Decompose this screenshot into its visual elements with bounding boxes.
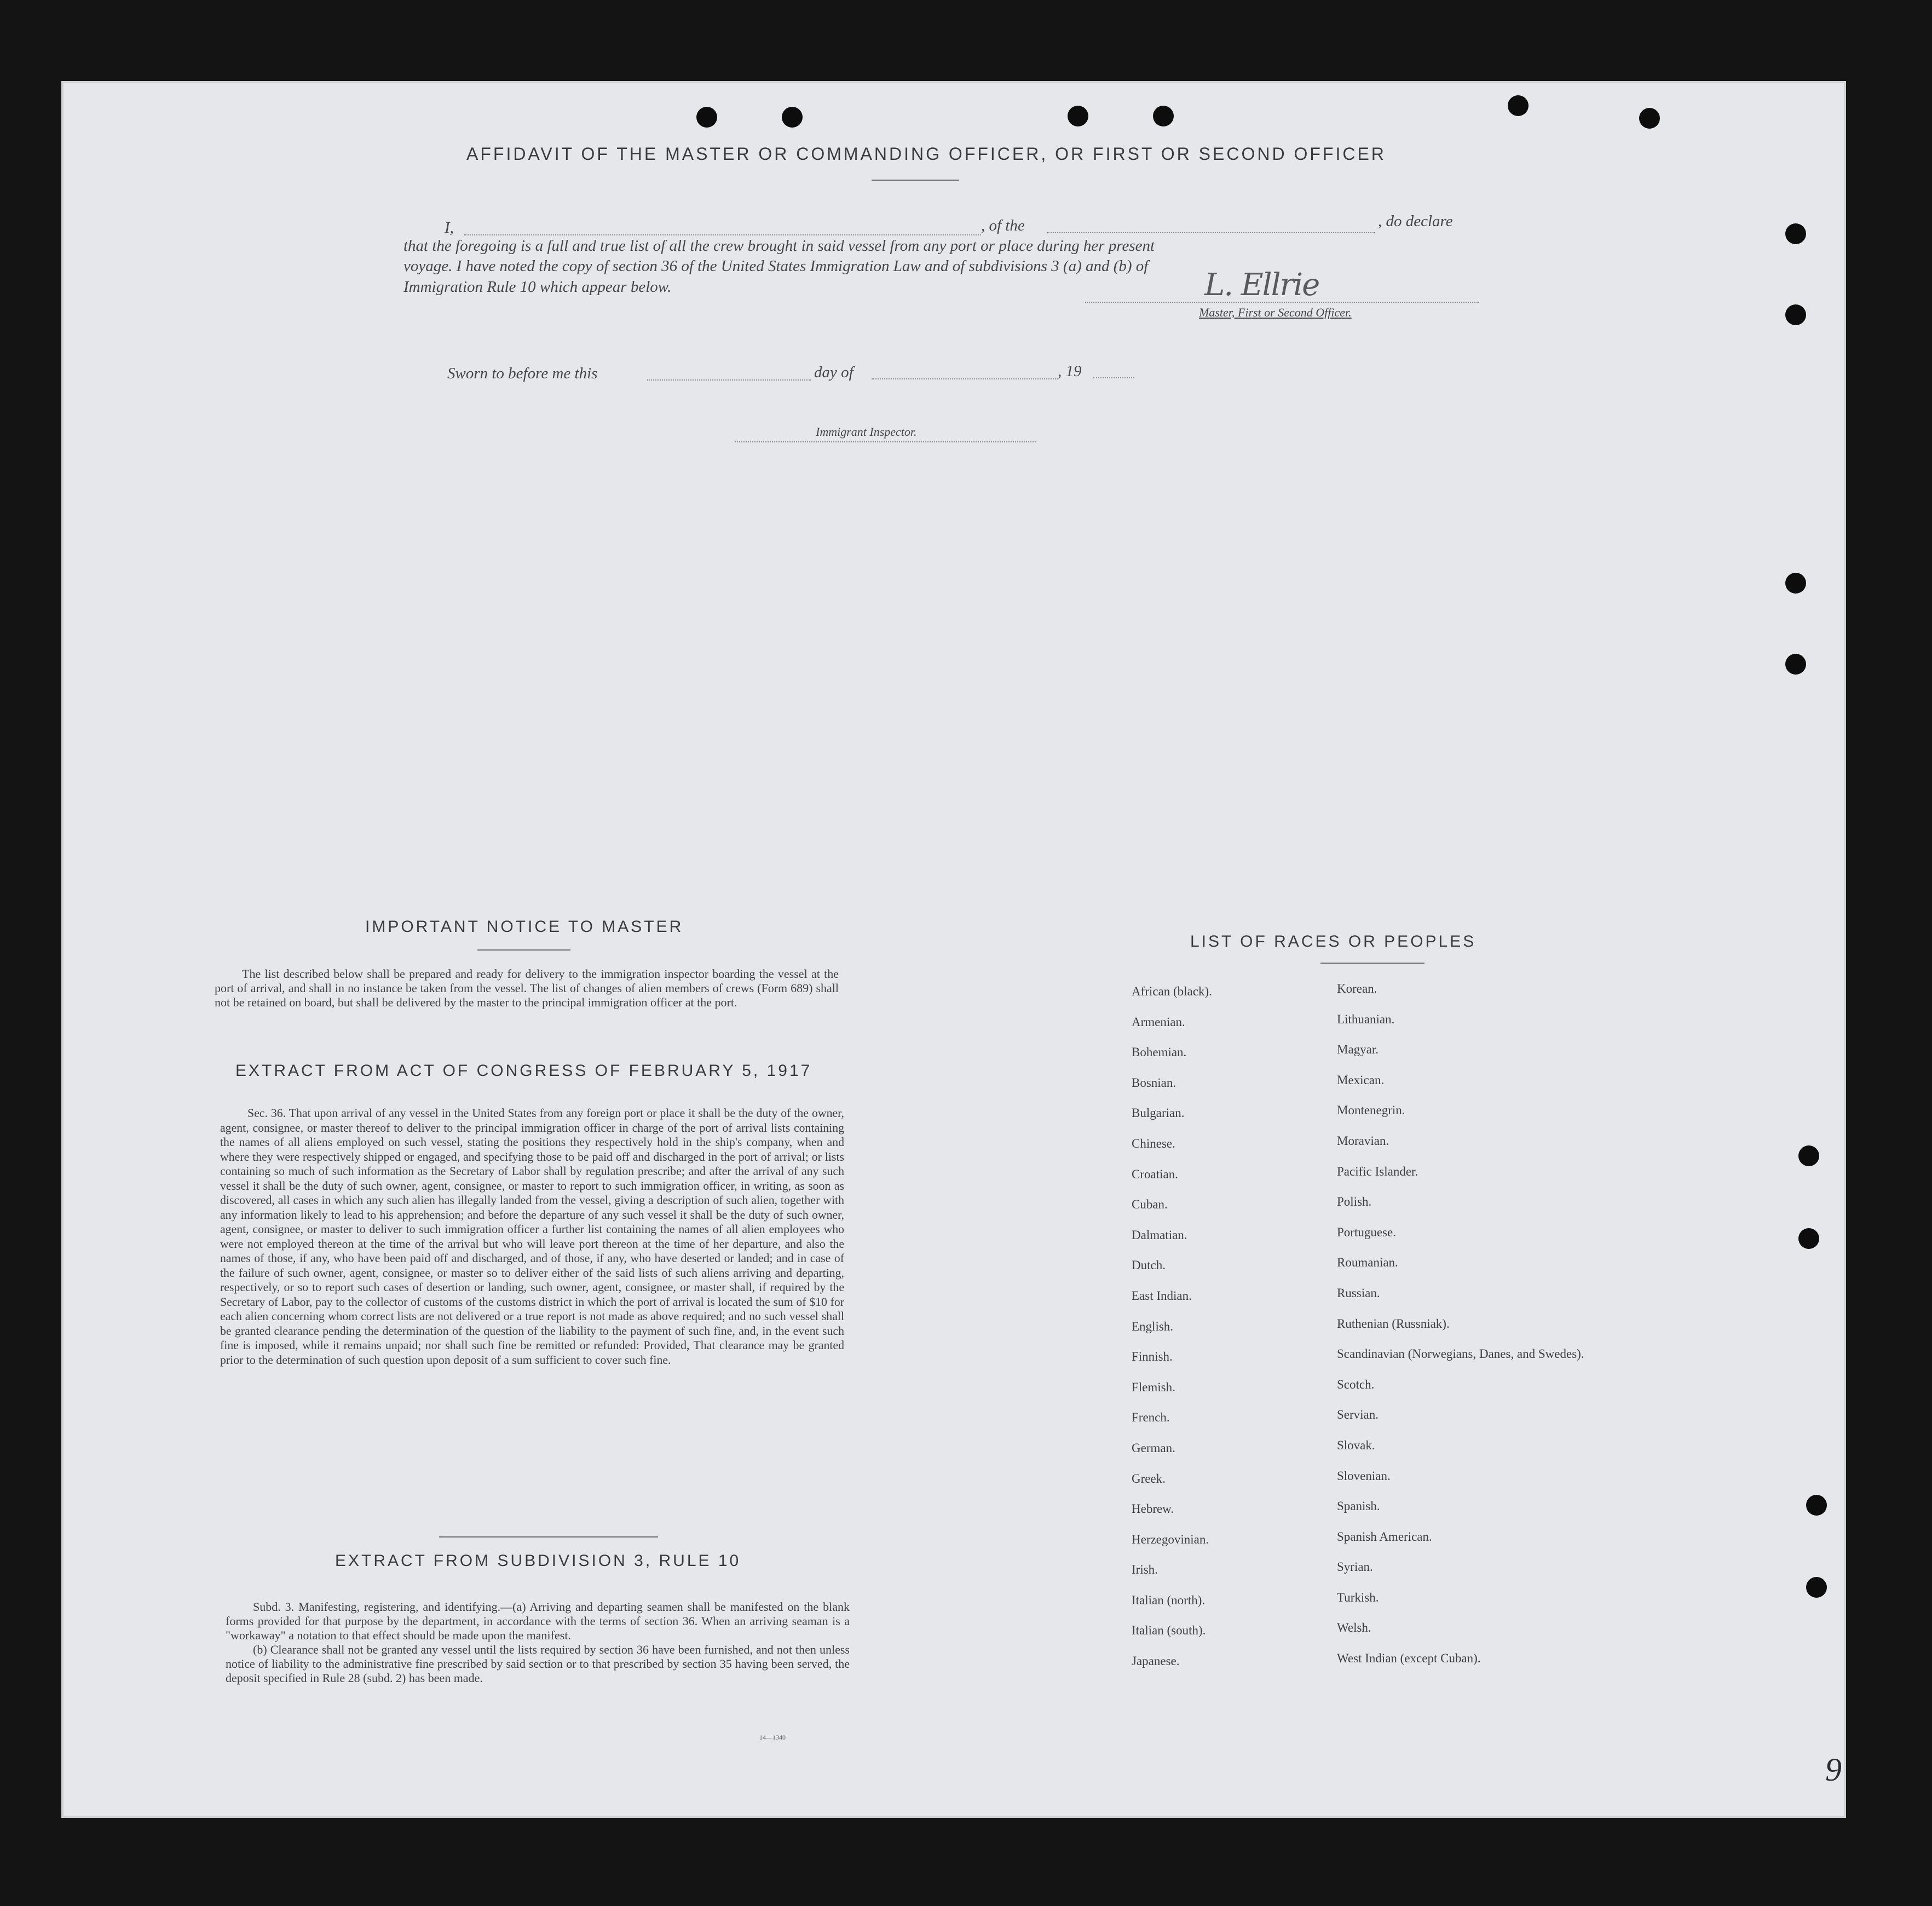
page-mark: 9 — [1825, 1752, 1842, 1788]
form-number: 14—1340 — [759, 1734, 786, 1741]
race-item: Hebrew. — [1132, 1502, 1174, 1516]
rule-paragraph-b: (b) Clearance shall not be granted any vessel until the lists required by section 36 have been furnished, and not then unless notice of liability to the administrative fine prescribed by said section or to that prescribed by section 35 having been served, the deposit specified in Rule 28 (subd. 2) has been made. — [226, 1643, 850, 1685]
race-item: Bosnian. — [1132, 1075, 1176, 1090]
notice-title: IMPORTANT NOTICE TO MASTER — [365, 918, 684, 936]
act-paragraph: Sec. 36. That upon arrival of any vessel in the United States from any foreign port or place it shall be the duty of the owner, agent, consignee, or master thereof to deliver to the principal immigration officer in charge of the port of arrival lists containing the names of all aliens employed on such vessel, stating the positions they respectively hold in the ship's company, when and where they were respectively shipped or engaged, and specifying those to be paid off and discharged in the port of arrival; or lists containing so much of such information as the Secretary of Labor shall by regulation prescribe; and after the arrival of any such vessel it shall be the duty of such owner, agent, consignee, or master to report to such immigration officer, in writing, as soon as discovered, all cases in which any such alien has illegally landed from the vessel, giving a description of such alien, together with any information likely to lead to his apprehension; and before the departure of any such vessel it shall be the duty of such owner, agent, consignee, or master to deliver to such immigration officer a further list containing the names of all alien employees who were not employed thereon at the time of the arrival but who will leave port thereon at the time of her departure, and also the names of those, if any, who have been paid off and discharged, and of those, if any, who have deserted or landed; and in case of the failure of such owner, agent, consignee, or master so to deliver either of the said lists of such aliens arriving and departing, respectively, or so to report such cases of desertion or landing, such owner, agent, consignee, or master shall, if required by the Secretary of Labor, pay to the collector of customs of the customs district in which the port of arrival is located the sum of $10 for each alien concerning whom correct lists are not delivered or a true report is not made as above required; and no such vessel shall be granted clearance pending the determination of the question of the liability to the payment of such fine, and, in the event such fine is imposed, while it remains unpaid; nor shall such fine be remitted or refunded: Provided, That clearance may be granted prior to the determination of such question upon deposit of a sum sufficient to cover such fine. — [220, 1107, 844, 1367]
race-item: Finnish. — [1132, 1350, 1173, 1364]
punch-hole — [1806, 1577, 1827, 1598]
race-item: Welsh. — [1337, 1621, 1371, 1635]
name-blank — [464, 234, 981, 235]
affidavit-word-i: I, — [445, 219, 454, 237]
race-item: East Indian. — [1132, 1288, 1192, 1303]
race-item: Korean. — [1337, 982, 1377, 995]
race-item: Roumanian. — [1337, 1256, 1398, 1270]
punch-hole — [1068, 106, 1088, 126]
notice-paragraph: The list described below shall be prepared and ready for delivery to the immigration inspector boarding the vessel at the port of arrival, and shall in no instance be taken from the vessel. The list of changes of alien members of crews (Form 689) shall not be retained on board, but shall be delivered by the master to the principal immigration officer at the port. — [215, 967, 839, 1009]
affidavit-of-the: , of the — [981, 217, 1025, 234]
affidavit-title: AFFIDAVIT OF THE MASTER OR COMMANDING OFFICER, OR FIRST OR SECOND OFFICER — [466, 144, 1386, 164]
race-item: Russian. — [1337, 1286, 1380, 1300]
race-item: Slovak. — [1337, 1438, 1375, 1452]
race-item: Scandinavian (Norwegians, Danes, and Swedes). — [1337, 1347, 1584, 1361]
race-item: Greek. — [1132, 1471, 1166, 1485]
race-item: Mexican. — [1337, 1073, 1385, 1087]
master-signature: L. Ellrie — [1204, 267, 1319, 303]
punch-hole — [1806, 1495, 1827, 1516]
race-item: Bohemian. — [1132, 1045, 1187, 1059]
race-item: Moravian. — [1337, 1133, 1389, 1148]
race-item: Chinese. — [1132, 1136, 1175, 1150]
race-item: West Indian (except Cuban). — [1337, 1651, 1481, 1666]
race-item: Dalmatian. — [1132, 1228, 1187, 1242]
section-divider — [439, 1536, 658, 1538]
punch-hole — [696, 107, 717, 128]
race-item: Pacific Islander. — [1337, 1164, 1418, 1178]
act-text — [220, 1106, 844, 1367]
race-item: English. — [1132, 1319, 1174, 1333]
punch-hole — [1785, 304, 1806, 325]
signature-caption: Master, First or Second Officer. — [1199, 306, 1352, 319]
vessel-blank — [1047, 232, 1375, 233]
rule-title: EXTRACT FROM SUBDIVISION 3, RULE 10 — [335, 1552, 741, 1570]
race-item: African (black). — [1132, 984, 1212, 998]
signature-line — [1085, 302, 1479, 303]
race-item: German. — [1132, 1441, 1175, 1455]
punch-hole — [782, 107, 803, 128]
race-item: Spanish. — [1337, 1499, 1380, 1513]
sworn-day-blank — [647, 379, 811, 381]
races-column-1 — [1132, 984, 1212, 1685]
rule-paragraph-a: Subd. 3. Manifesting, registering, and identifying.—(a) Arriving and departing seamen shall be manifested on the blank forms provided for that purpose by the department, in accordance with the terms of section 36. When an arriving seaman is a "workaway" a notation to that effect should be made upon the manifest. — [226, 1600, 850, 1642]
race-item: Montenegrin. — [1337, 1103, 1405, 1118]
race-item: Slovenian. — [1337, 1469, 1391, 1483]
punch-hole — [1639, 108, 1660, 129]
race-item: Magyar. — [1337, 1043, 1379, 1057]
sworn-month-blank — [872, 378, 1058, 379]
sworn-prefix: Sworn to before me this — [447, 365, 598, 382]
race-item: French. — [1132, 1410, 1170, 1425]
race-item: Armenian. — [1132, 1015, 1185, 1029]
affidavit-line-2: voyage. I have noted the copy of section 36 of the United States Immigration Law and of subdivisions 3 (a) and (b) of — [403, 257, 1149, 275]
race-item: Syrian. — [1337, 1560, 1373, 1574]
punch-hole — [1785, 223, 1806, 244]
race-item: Ruthenian (Russniak). — [1337, 1316, 1450, 1331]
race-item: Italian (north). — [1132, 1593, 1206, 1607]
punch-hole — [1785, 573, 1806, 594]
sworn-day-of: day of — [814, 364, 853, 381]
punch-hole — [1153, 106, 1174, 126]
punch-hole — [1798, 1228, 1819, 1249]
races-column-2 — [1337, 982, 1584, 1682]
race-item: Portuguese. — [1337, 1225, 1396, 1239]
race-item: Bulgarian. — [1132, 1106, 1185, 1120]
affidavit-do-declare: , do declare — [1378, 212, 1453, 230]
affidavit-line-1: that the foregoing is a full and true list of all the crew brought in said vessel from any port or place during her present — [403, 237, 1155, 255]
document-page — [61, 81, 1846, 1818]
title-divider — [1320, 963, 1425, 964]
race-item: Herzegovinian. — [1132, 1532, 1209, 1546]
punch-hole — [1798, 1145, 1819, 1166]
title-divider — [872, 180, 959, 181]
inspector-signature-line — [735, 441, 1036, 442]
title-divider — [477, 949, 570, 951]
race-item: Polish. — [1337, 1195, 1372, 1209]
race-item: Dutch. — [1132, 1258, 1166, 1272]
race-item: Japanese. — [1132, 1654, 1180, 1668]
affidavit-line-3: Immigration Rule 10 which appear below. — [403, 278, 672, 296]
race-item: Croatian. — [1132, 1167, 1178, 1181]
race-item: Flemish. — [1132, 1380, 1175, 1394]
races-title: LIST OF RACES OR PEOPLES — [1190, 932, 1477, 951]
punch-hole — [1508, 95, 1529, 116]
race-item: Turkish. — [1337, 1590, 1379, 1604]
race-item: Irish. — [1132, 1563, 1158, 1577]
inspector-caption: Immigrant Inspector. — [816, 425, 917, 439]
race-item: Scotch. — [1337, 1377, 1375, 1391]
race-item: Servian. — [1337, 1408, 1379, 1422]
punch-hole — [1785, 654, 1806, 675]
act-title: EXTRACT FROM ACT OF CONGRESS OF FEBRUARY 5, 1917 — [235, 1062, 812, 1080]
notice-text — [215, 967, 839, 1010]
rule-text — [226, 1600, 850, 1685]
race-item: Cuban. — [1132, 1197, 1168, 1212]
sworn-year-blank — [1093, 377, 1134, 378]
race-item: Spanish American. — [1337, 1529, 1432, 1544]
race-item: Lithuanian. — [1337, 1012, 1395, 1026]
race-item: Italian (south). — [1132, 1623, 1206, 1638]
sworn-year: , 19 — [1058, 362, 1082, 380]
